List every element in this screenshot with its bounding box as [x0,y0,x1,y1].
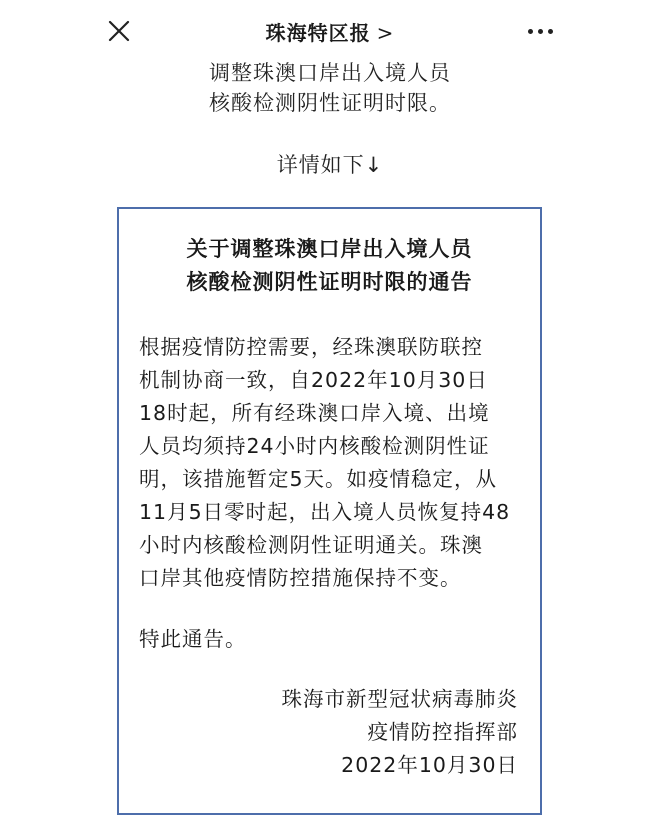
details-caption: 详情如下↓ [276,153,384,177]
signature-org-line-1: 珠海市新型冠状病毒肺炎 [281,687,518,711]
account-name: 珠海特区报 [265,21,371,45]
notice-body-line: 明，该措施暂定5天。如疫情稳定，从 [139,467,498,491]
notice-body-line: 机制协商一致，自2022年10月30日 [139,368,488,392]
notice-body-line: 小时内核酸检测阴性证明通关。珠澳 [139,533,483,557]
chevron-right-icon: > [376,21,395,45]
notice-title [119,233,540,299]
top-nav-bar [0,0,660,62]
notice-title-line-2: 核酸检测阴性证明时限的通告 [186,270,473,294]
notice-body-line: 口岸其他疫情防控措施保持不变。 [139,566,462,590]
intro-line-2: 核酸检测阴性证明时限。 [209,91,451,115]
intro-line-1: 调整珠澳口岸出入境人员 [209,61,451,85]
article-intro [0,58,660,118]
notice-body-line: 根据疫情防控需要，经珠澳联防联控 [139,335,483,359]
notice-signature [282,683,519,782]
notice-title-line-1: 关于调整珠澳口岸出入境人员 [186,237,473,261]
notice-box [117,207,542,815]
notice-closing: 特此通告。 [139,627,247,651]
signature-org-line-2: 疫情防控指挥部 [367,720,518,744]
signature-date: 2022年10月30日 [341,753,518,777]
account-name-link[interactable] [0,17,660,46]
notice-body [139,331,529,595]
notice-body-line: 11月5日零时起，出入境人员恢复持48 [139,500,511,524]
more-dots-icon[interactable] [526,26,556,38]
notice-body-line: 人员均须持24小时内核酸检测阴性证 [139,434,490,458]
notice-body-line: 18时起，所有经珠澳口岸入境、出境 [139,401,490,425]
